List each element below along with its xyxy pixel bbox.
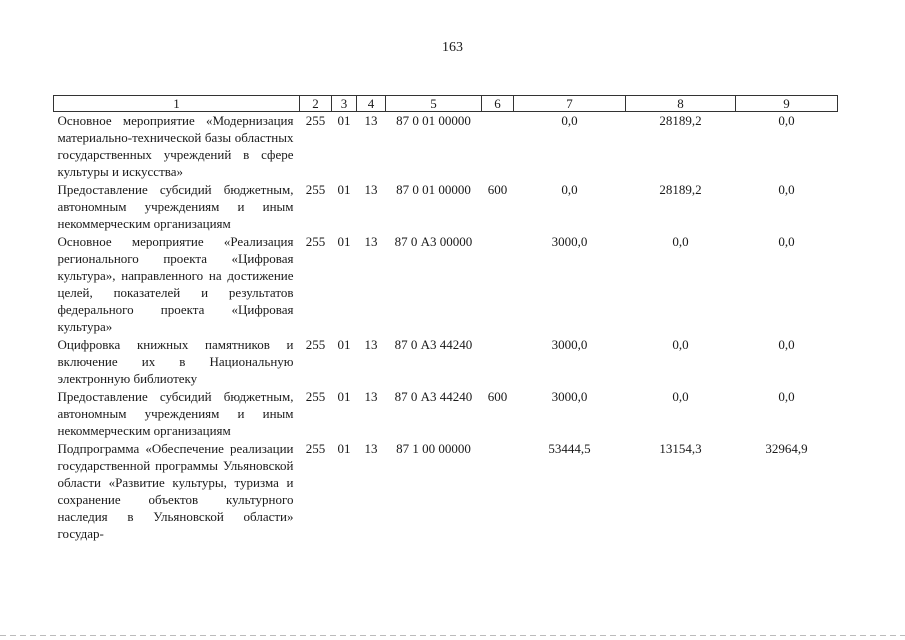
row-ministry-code: 255 [305, 113, 326, 128]
row-amount-3: 0,0 [778, 337, 795, 352]
row-amount-1: 53444,5 [548, 441, 591, 456]
row-amount-2: 13154,3 [659, 441, 702, 456]
col-header-1: 1 [54, 96, 300, 112]
table-row [54, 336, 838, 388]
row-amount-2: 0,0 [672, 337, 689, 352]
row-target-article: 87 0 01 00000 [396, 113, 471, 128]
row-target-article: 87 0 А3 44240 [394, 389, 473, 404]
row-amount-1: 0,0 [561, 182, 578, 197]
row-section: 01 [337, 182, 351, 197]
budget-table [53, 95, 838, 543]
row-expense-type [482, 440, 514, 543]
row-section: 01 [337, 234, 351, 249]
row-amount-1: 3000,0 [551, 389, 588, 404]
row-name: Основное мероприятие «Реализация регионального проекта «Цифровая культура», направленного на достижение целей, показателей и результатов федерального проекта «Цифровая культура» [57, 234, 294, 334]
table-row [54, 233, 838, 336]
row-amount-2: 0,0 [672, 389, 689, 404]
row-name: Предоставление субсидий бюджетным, автономным учреждениям и иным некоммерческим организациям [57, 182, 294, 231]
row-amount-3: 0,0 [778, 389, 795, 404]
scan-edge-divider [0, 635, 905, 636]
page-number: 163 [442, 40, 463, 55]
row-expense-type: 600 [487, 389, 508, 404]
row-section: 01 [337, 389, 351, 404]
col-header-3: 3 [332, 96, 357, 112]
row-amount-2: 28189,2 [659, 182, 702, 197]
table-row [54, 388, 838, 440]
row-ministry-code: 255 [305, 441, 326, 456]
row-expense-type [482, 336, 514, 388]
col-header-9: 9 [736, 96, 838, 112]
col-header-4: 4 [357, 96, 386, 112]
col-header-5: 5 [386, 96, 482, 112]
row-subsection: 13 [364, 337, 378, 352]
table-row [54, 181, 838, 233]
row-subsection: 13 [364, 389, 378, 404]
row-target-article: 87 1 00 00000 [396, 441, 471, 456]
row-name: Предоставление субсидий бюджетным, автономным учреждениям и иным некоммерческим организациям [57, 389, 294, 438]
row-subsection: 13 [364, 182, 378, 197]
row-expense-type [482, 112, 514, 182]
row-amount-3: 0,0 [778, 113, 795, 128]
row-target-article: 87 0 А3 00000 [394, 234, 473, 249]
row-section: 01 [337, 113, 351, 128]
row-ministry-code: 255 [305, 389, 326, 404]
row-subsection: 13 [364, 113, 378, 128]
row-amount-1: 0,0 [561, 113, 578, 128]
row-amount-3: 0,0 [778, 182, 795, 197]
row-name: Оцифровка книжных памятников и включение их в Национальную электронную библиотеку [57, 337, 294, 386]
col-header-6: 6 [482, 96, 514, 112]
col-header-2: 2 [300, 96, 332, 112]
row-subsection: 13 [364, 441, 378, 456]
row-name: Подпрограмма «Обеспечение реализации государственной программы Ульяновской области «Развитие культуры, туризма и сохранение объектов культурного наследия в Ульяновской области» государ- [57, 441, 294, 541]
row-expense-type [482, 233, 514, 336]
row-ministry-code: 255 [305, 182, 326, 197]
row-subsection: 13 [364, 234, 378, 249]
row-section: 01 [337, 337, 351, 352]
row-amount-3: 0,0 [778, 234, 795, 249]
row-name: Основное мероприятие «Модернизация материально-технической базы областных государственных учреждений в сфере культуры и искусства» [57, 113, 294, 179]
header-row [54, 96, 838, 112]
row-ministry-code: 255 [305, 337, 326, 352]
row-amount-1: 3000,0 [551, 234, 588, 249]
row-amount-3: 32964,9 [765, 441, 808, 456]
table-row [54, 112, 838, 182]
table-row [54, 440, 838, 543]
row-target-article: 87 0 А3 44240 [394, 337, 473, 352]
row-target-article: 87 0 01 00000 [396, 182, 471, 197]
row-ministry-code: 255 [305, 234, 326, 249]
col-header-8: 8 [626, 96, 736, 112]
col-header-7: 7 [514, 96, 626, 112]
row-section: 01 [337, 441, 351, 456]
row-amount-2: 0,0 [672, 234, 689, 249]
row-expense-type: 600 [487, 182, 508, 197]
row-amount-1: 3000,0 [551, 337, 588, 352]
row-amount-2: 28189,2 [659, 113, 702, 128]
